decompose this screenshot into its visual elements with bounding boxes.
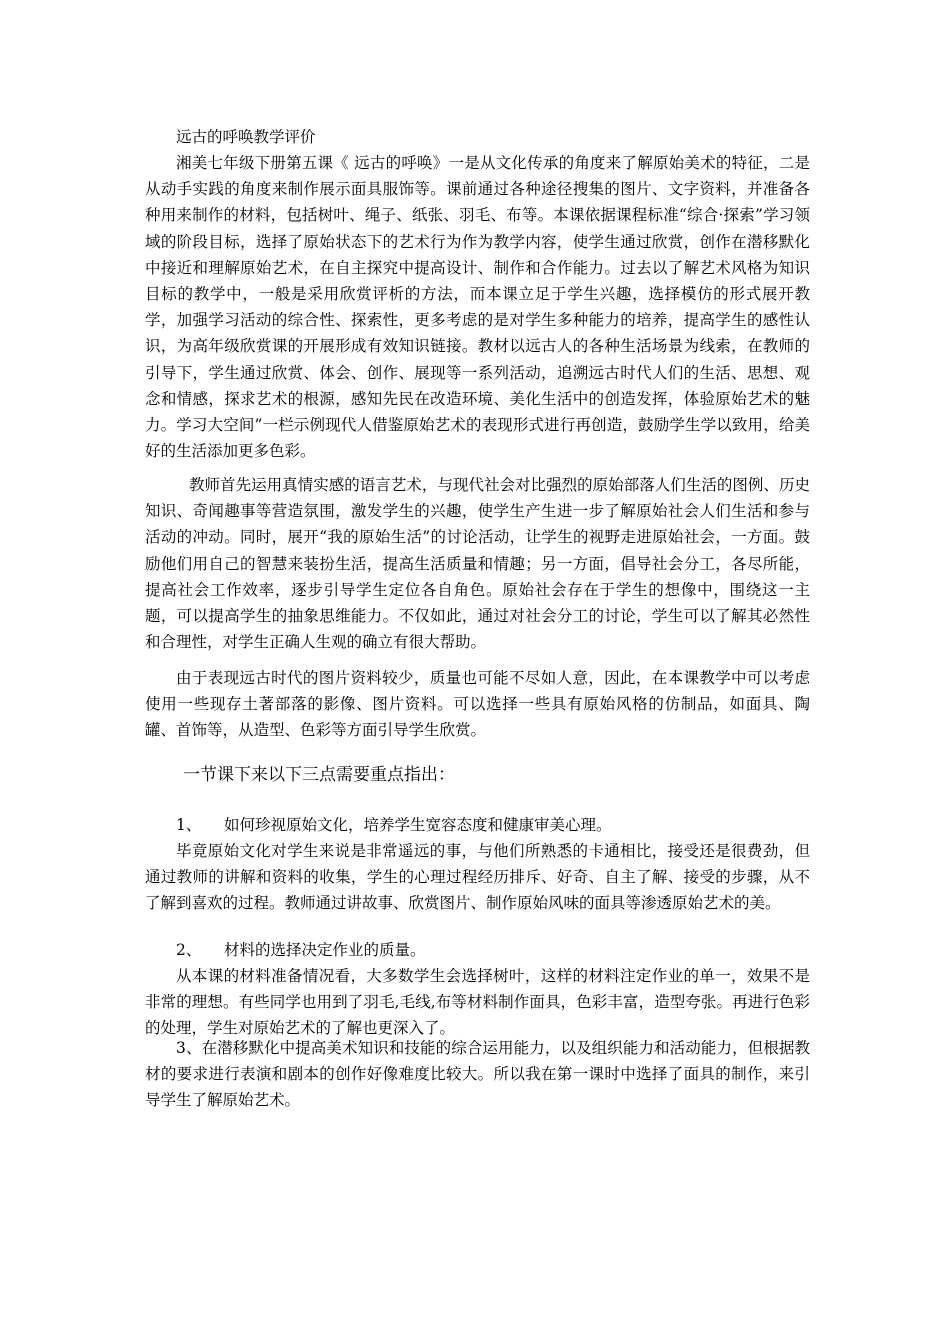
- paragraph-intro: 湘美七年级下册第五课《 远古的呼唤》一是从文化传承的角度来了解原始美术的特征，二是从动手实践的角度来制作展示面具服饰等。课前通过各种途径搜集的图片、文字资料，并准备各种用来制作的材料，包括树叶、绳子、纸张、羽毛、布等。本课依据课程标准“综合·探索”学习领域的阶段目标，选择了原始状态下的艺术行为作为教学内容，使学生通过欣赏，创作在潜移默化中接近和理解原始艺术，在自主探究中提高设计、制作和合作能力。过去以了解艺术风格为知识目标的教学中，一般是采用欣赏评析的方法，而本课立足于学生兴趣，选择模仿的形式展开教学，加强学习活动的综合性、探索性，更多考虑的是对学生多种能力的培养，提高学生的感性认识，为高年级欣赏课的开展形成有效知识链接。教材以远古人的各种生活场景为线索，在教师的引导下，学生通过欣赏、体会、创作、展现等一系列活动，追溯远古时代人们的生活、思想、观念和情感，探求艺术的根源，感知先民在改造环境、美化生活中的创造发挥，体验原始艺术的魅力。学习大空间”一栏示例现代人借鉴原始艺术的表现形式进行再创造，鼓励学生学以致用，给美好的生活添加更多色彩。: [145, 154, 810, 461]
- point-3-body: 3、在潜移默化中提高美术知识和技能的综合运用能力，以及组织能力和活动能力，但根据教材的要求进行表演和剧本的创作好像难度比较大。所以我在第一课时中选择了面具的制作，来引导学生了解原始艺术。: [145, 1039, 810, 1110]
- point-2-title-line: [176, 937, 426, 963]
- point-1-number: 1、: [176, 816, 202, 834]
- point-2-body: 从本课的材料准备情况看，大多数学生会选择树叶，这样的材料注定作业的单一，效果不是非常的理想。有些同学也用到了羽毛,毛线,布等材料制作面具，色彩丰富，造型夸张。再进行色彩的处理，学生对原始艺术的了解也更深入了。: [145, 967, 810, 1038]
- paragraph-materials: 由于表现远古时代的图片资料较少，质量也可能不尽如人意，因此，在本课教学中可以考虑使用一些现存土著部落的影像、图片资料。可以选择一些具有原始风格的仿制品，如面具、陶罐、首饰等，从造型、色彩等方面引导学生欣赏。: [145, 669, 810, 740]
- summary-heading: 一节课下来以下三点需要重点指出：: [183, 765, 455, 785]
- point-1-title-line: [176, 812, 612, 838]
- document-title: 远古的呼唤教学评价: [176, 128, 316, 146]
- point-1-title: 如何珍视原始文化，培养学生宽容态度和健康审美心理。: [224, 816, 612, 834]
- paragraph-teacher-method: 教师首先运用真情实感的语言艺术，与现代社会对比强烈的原始部落人们生活的图例、历史知识、奇闻趣事等营造氛围，激发学生的兴趣，使学生产生进一步了解原始社会人们生活和参与活动的冲动。同时，展开“我的原始生活”的讨论活动，让学生的视野走进原始社会，一方面。鼓励他们用自己的智慧来装扮生活，提高生活质量和情趣；另一方面，倡导社会分工，各尽所能，提高社会工作效率，逐步引导学生定位各自角色。原始社会存在于学生的想像中，围绕这一主题，可以提高学生的抽象思维能力。不仅如此，通过对社会分工的讨论，学生可以了解其必然性和合理性，对学生正确人生观的确立有很大帮助。: [145, 476, 810, 652]
- point-2-number: 2、: [176, 941, 202, 959]
- point-1-body: 毕竟原始文化对学生来说是非常遥远的事，与他们所熟悉的卡通相比，接受还是很费劲，但通过教师的讲解和资料的收集，学生的心理过程经历排斥、好奇、自主了解、接受的步骤，从不了解到喜欢的过程。教师通过讲故事、欣赏图片、制作原始风味的面具等渗透原始艺术的美。: [145, 842, 810, 913]
- point-2-title: 材料的选择决定作业的质量。: [224, 941, 426, 959]
